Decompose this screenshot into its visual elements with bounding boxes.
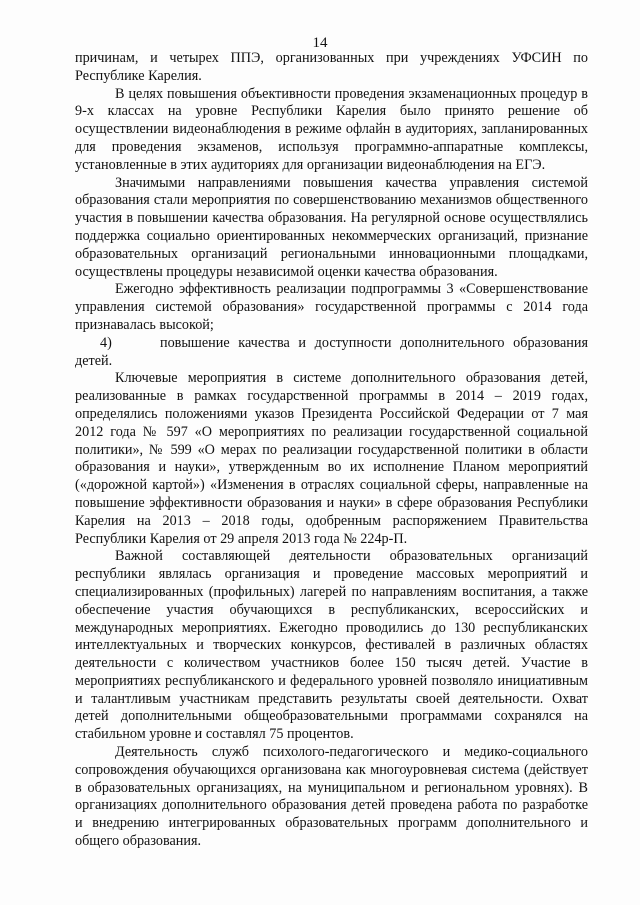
list-item-4 — [75, 335, 588, 371]
page-number: 14 — [312, 35, 328, 51]
paragraph-key-activities: Ключевые мероприятия в системе дополнительного образования детей, реализованные в рамках государственной программы в 2014 – 2019 годах, определялись положениями указов Президента Российской Федерации от 7 мая 2012 года № 597 «О мероприятиях по реализации государственной социальной политики», № 599 «О мерах по реализации государственной политики в области образования и науки», утвержденным во их исполнение Планом мероприятий («дорожной картой») «Изменения в отраслях социальной сферы, направленные на повышение эффективности образования и науки» в сфере образования Республики Карелия на 2013 – 2018 годы, одобренным распоряжением Правительства Республики Карелия от 29 апреля 2013 года № 224р-П. — [75, 370, 588, 547]
list-item-marker: 4) — [100, 334, 112, 351]
paragraph-management-directions: Значимыми направлениями повышения качества управления системой образования стали мероприятия по совершенствованию механизмов общественного участия в повышении качества образования. На регулярной основе осуществлялись поддержка социально ориентированных некоммерческих организаций, признание образовательных организаций региональными инновационными площадками, осуществлены процедуры независимой оценки качества образования. — [75, 174, 588, 280]
paragraph-psych-services: Деятельность служб психолого-педагогического и медико-социального сопровождения обучающихся организована как многоуровневая система (действует в образовательных организациях, на муниципальном и региональном уровнях). В организациях дополнительного образования детей проведена работа по разработке и внедрению интегрированных образовательных программ дополнительного и общего образования. — [75, 744, 588, 850]
list-item-text: повышение качества и доступности дополнительного образования детей. — [75, 334, 588, 369]
paragraph-continuation: причинам, и четырех ППЭ, организованных при учреждениях УФСИН по Республике Карелия. — [75, 50, 588, 84]
paragraph-video-surveillance: В целях повышения объективности проведения экзаменационных процедур в 9-х классах на уровне Республики Карелия было принято решение об осуществлении видеонаблюдения в режиме офлайн в аудиториях, запланированных для проведения экзаменов, используя программно-аппаратные комплексы, установленные в этих аудиториях для организации видеонаблюдения на ЕГЭ. — [75, 85, 588, 173]
body-text — [75, 50, 588, 851]
paragraph-subprogram-3: Ежегодно эффективность реализации подпрограммы 3 «Совершенствование управления системой образования» государственной программы с 2014 года признавалась высокой; — [75, 281, 588, 333]
paragraph-mass-events: Важной составляющей деятельности образовательных организаций республики являлась организация и проведение массовых мероприятий и специализированных (профильных) лагерей по направлениям воспитания, а также обеспечение участия обучающихся в республиканских, всероссийских и международных мероприятиях. Ежегодно проводились до 130 республиканских интеллектуальных и творческих конкурсов, фестивалей в различных областях деятельности с количеством участников более 150 тысяч детей. Участие в мероприятиях республиканского и федерального уровней позволяло инициативным и талантливым участникам представить результаты своей деятельности. Охват детей дополнительными общеобразовательными программами сохранялся на стабильном уровне и составлял 75 процентов. — [75, 548, 588, 743]
